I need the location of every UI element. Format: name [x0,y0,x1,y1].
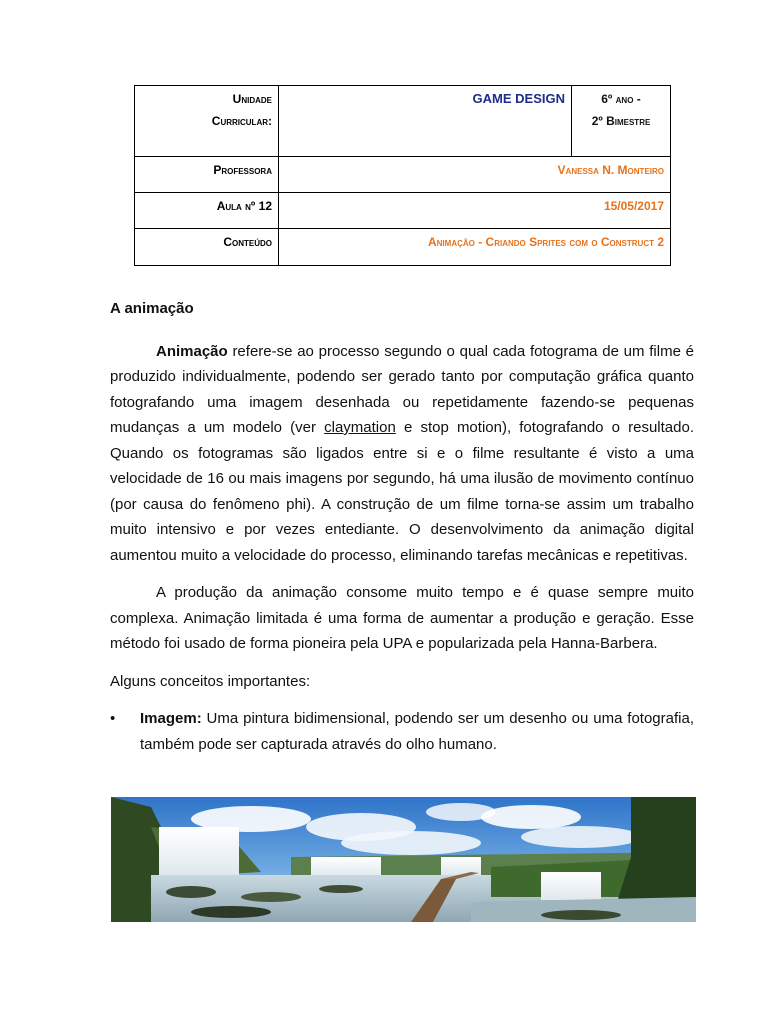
curricular-label: Curricular: [211,114,272,128]
paragraph-animacao [110,339,694,569]
year-label: 6º ano - [601,92,641,106]
bullet-dot-icon: • [110,710,116,727]
p1-text-after-link: e stop motion), fotografando o resultado. Quando os fotogramas são ligados entre si e o filme resultante é visto a uma velocidade de 16 ou mais imagens por segundo, há uma ilusão de movimento contínuo (por causa do fenômeno phi). A construção de um filme torna-se assim um trabalho muito intensivo e por vezes entediante. O desenvolvimento da animação digital aumentou muito a velocidade do processo, eliminando tarefas mecânicas e repetitivas. [110,419,694,564]
paragraph-conceitos: Alguns conceitos importantes: [110,672,311,690]
professora-value: Vanessa N. Monteiro [279,157,671,193]
document-body [110,296,694,757]
concepts-list [110,706,694,757]
waterfall-panorama-image [111,797,696,922]
unidade-curricular-label [135,86,279,157]
bimester-label: 2º Bimestre [591,114,651,128]
section-title: A animação [110,300,194,317]
year-bimester-cell [572,86,671,157]
lesson-header-table [134,85,671,266]
conteudo-value: Animação - Criando Sprites com o Construct 2 [279,229,671,266]
term-imagem-text: Uma pintura bidimensional, podendo ser um desenho ou uma fotografia, também pode ser capturada através do olho humano. [140,710,694,753]
p1-text-before-link: refere-se ao processo segundo o qual cada fotograma de um filme é produzido individualmente, podendo ser gerado tanto por computação gráfica quanto fotografando uma imagem desenhada ou repetidamente fazendo-se pequenas mudanças a um modelo (ver [110,342,694,436]
professora-label: Professora [135,157,279,193]
aula-date: 15/05/2017 [279,193,671,229]
term-animacao: Animação [156,342,228,360]
course-title: GAME DESIGN [279,86,572,157]
list-item [110,706,694,757]
aula-label: Aula nº 12 [135,193,279,229]
claymation-link[interactable]: claymation [324,419,396,436]
unidade-label: Unidade [232,92,272,106]
paragraph-producao: A produção da animação consome muito tempo e é quase sempre muito complexa. Animação limitada é uma forma de aumentar a produção e geração. Esse método foi usado de forma pioneira pela UPA e popularizada pela Hanna-Barbera. [110,584,694,652]
term-imagem: Imagem: [140,710,202,727]
conteudo-label: Conteúdo [135,229,279,266]
